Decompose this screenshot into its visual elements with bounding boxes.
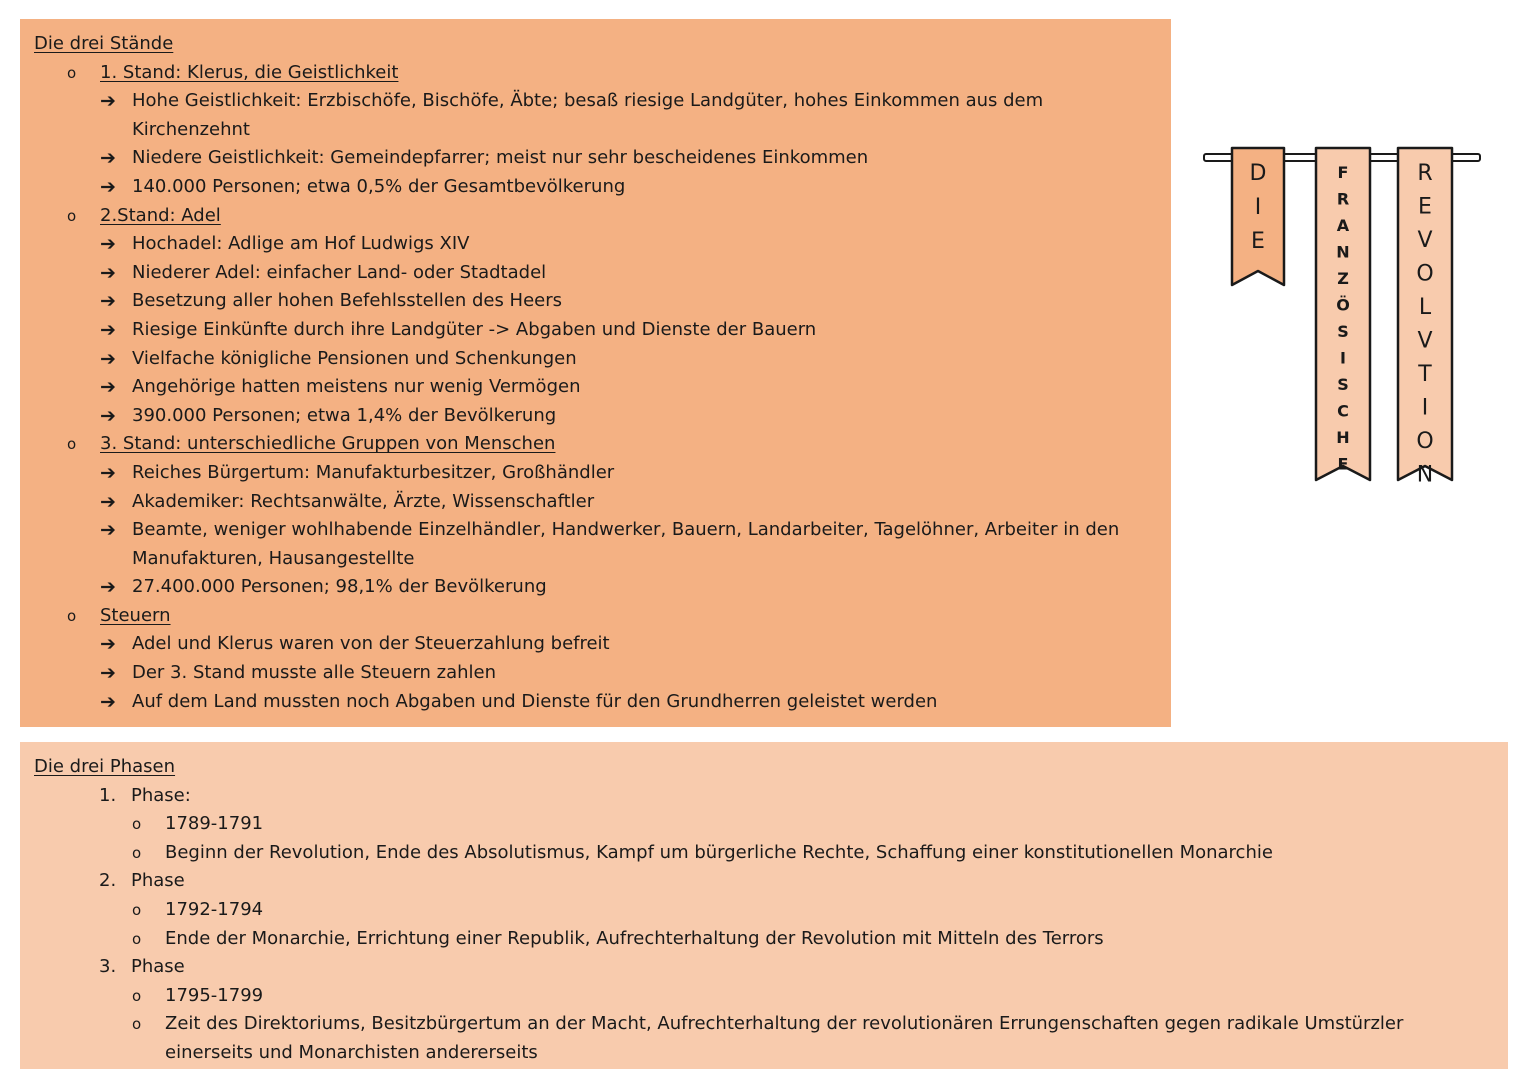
- arrow-icon: ➔: [100, 147, 116, 170]
- circle-bullet: o: [67, 435, 77, 454]
- banner-letter: N: [1336, 242, 1350, 262]
- banner-letter: S: [1337, 322, 1349, 341]
- banner-letter: N: [1416, 462, 1434, 488]
- stand-heading-row: [34, 430, 1157, 459]
- stand-item: [34, 688, 1157, 717]
- stand-heading: 1. Stand: Klerus, die Geistlichkeit: [100, 61, 399, 83]
- stande-section: [20, 19, 1171, 727]
- arrow-icon: ➔: [100, 290, 116, 313]
- phase-detail-text: Ende der Monarchie, Errichtung einer Republik, Aufrechterhaltung der Revolution mit Mitteln des Terrors: [165, 927, 1104, 949]
- banner-letter: L: [1418, 295, 1432, 320]
- stand-item-text: Riesige Einkünfte durch ihre Landgüter -> Abgaben und Dienste der Bauern: [132, 318, 817, 340]
- phase-row: [34, 782, 1494, 811]
- banner-letter: H: [1336, 428, 1350, 447]
- arrow-icon: ➔: [100, 261, 116, 284]
- banner-letter: V: [1417, 328, 1433, 354]
- stand-item-text: Adel und Klerus waren von der Steuerzahlung befreit: [132, 633, 610, 655]
- arrow-icon: ➔: [100, 175, 116, 198]
- stand-item-text: Vielfache königliche Pensionen und Schenkungen: [132, 347, 577, 369]
- stand-item: [34, 144, 1157, 173]
- arrow-icon: ➔: [100, 404, 116, 427]
- stand-item-text: 140.000 Personen; etwa 0,5% der Gesamtbevölkerung: [132, 175, 626, 197]
- banner-letter: E: [1337, 454, 1349, 474]
- banner-letter: R: [1336, 189, 1350, 209]
- stand-item: [34, 659, 1157, 688]
- arrow-icon: ➔: [100, 461, 116, 484]
- stand-item: [34, 173, 1157, 202]
- banner-letter: C: [1337, 401, 1349, 421]
- phase-label: Phase: [131, 956, 185, 978]
- stand-item-continuation: Kirchenzehnt: [132, 118, 250, 140]
- phase-number: 1.: [99, 784, 117, 806]
- arrow-icon: ➔: [100, 519, 116, 542]
- stand-item: [34, 259, 1157, 288]
- stand-item-text: Hochadel: Adlige am Hof Ludwigs XIV: [132, 233, 470, 255]
- phasen-section: [20, 742, 1508, 1069]
- stand-item-continuation: Manufakturen, Hausangestellte: [132, 547, 415, 569]
- arrow-icon: ➔: [100, 318, 116, 341]
- circle-bullet: o: [67, 63, 77, 82]
- banner-letter: O: [1416, 261, 1434, 287]
- stand-item: [34, 630, 1157, 659]
- phase-label: Phase:: [131, 784, 191, 806]
- stande-title: Die drei Stände: [34, 33, 174, 54]
- stand-item-text: Beamte, weniger wohlhabende Einzelhändler, Handwerker, Bauern, Landarbeiter, Tagelöhner, Arbeiter in den: [132, 519, 1120, 541]
- stand-heading-row: [34, 602, 1157, 631]
- stand-item: [34, 87, 1157, 116]
- arrow-icon: ➔: [100, 90, 116, 113]
- circle-bullet: o: [132, 900, 142, 919]
- circle-bullet: o: [132, 986, 142, 1005]
- phase-detail: [34, 925, 1494, 954]
- circle-bullet: o: [67, 606, 77, 625]
- phasen-title: Die drei Phasen: [34, 756, 176, 777]
- arrow-icon: ➔: [100, 633, 116, 656]
- banner-letter: R: [1417, 161, 1433, 186]
- stand-item-text: Niedere Geistlichkeit: Gemeindepfarrer; meist nur sehr bescheidenes Einkommen: [132, 147, 869, 169]
- phase-detail: [34, 982, 1494, 1011]
- stand-item-text: Niederer Adel: einfacher Land- oder Stadtadel: [132, 261, 547, 283]
- stand-heading-row: [34, 202, 1157, 231]
- circle-bullet: o: [132, 1015, 142, 1034]
- banner-letter: E: [1418, 194, 1432, 220]
- phase-detail-text: 1795-1799: [165, 984, 264, 1006]
- stand-item-text: 390.000 Personen; etwa 1,4% der Bevölkerung: [132, 404, 557, 426]
- stand-item: [34, 230, 1157, 259]
- arrow-icon: ➔: [100, 376, 116, 399]
- circle-bullet: o: [132, 843, 142, 862]
- arrow-icon: ➔: [100, 233, 116, 256]
- arrow-icon: ➔: [100, 662, 116, 685]
- banner-letter: I: [1421, 395, 1429, 421]
- stand-item-text: Hohe Geistlichkeit: Erzbischöfe, Bischöfe, Äbte; besaß riesige Landgüter, hohes Einkommen aus dem: [132, 90, 1044, 112]
- phase-detail-text: Zeit des Direktoriums, Besitzbürgertum an der Macht, Aufrechterhaltung der revolutionären Errungenschaften gegen radikale Umstürzler: [165, 1013, 1404, 1035]
- arrow-icon: ➔: [100, 347, 116, 370]
- banner-letter: E: [1251, 229, 1265, 254]
- phase-detail-text: 1792-1794: [165, 898, 264, 920]
- arrow-icon: ➔: [100, 576, 116, 599]
- banner-letter: Z: [1337, 269, 1349, 288]
- stand-item-text: Besetzung aller hohen Befehlsstellen des Heers: [132, 290, 563, 312]
- banner-letter: Ö: [1336, 295, 1350, 315]
- phase-detail: [34, 896, 1494, 925]
- stand-item: [34, 287, 1157, 316]
- stand-item: [34, 488, 1157, 517]
- revolution-banners-illustration: [1200, 140, 1490, 490]
- phase-detail-text: Beginn der Revolution, Ende des Absolutismus, Kampf um bürgerliche Rechte, Schaffung einer konstitutionellen Monarchie: [165, 841, 1273, 863]
- banner-letter: O: [1416, 429, 1434, 454]
- phasen-list: [34, 782, 1494, 1068]
- phase-label: Phase: [131, 870, 185, 892]
- stand-heading: Steuern: [100, 604, 171, 626]
- stand-item: [34, 573, 1157, 602]
- phase-detail: [34, 810, 1494, 839]
- stand-item: [34, 516, 1157, 545]
- stand-item: [34, 402, 1157, 431]
- phase-number: 2.: [99, 870, 117, 892]
- phase-row: [34, 867, 1494, 896]
- banner-letter: I: [1340, 348, 1346, 368]
- arrow-icon: ➔: [100, 690, 116, 713]
- stand-item-text: Reiches Bürgertum: Manufakturbesitzer, Großhändler: [132, 461, 615, 483]
- stand-item-text: Der 3. Stand musste alle Steuern zahlen: [132, 662, 497, 684]
- circle-bullet: o: [132, 815, 142, 834]
- stand-item: [34, 345, 1157, 374]
- banner-letter: I: [1254, 195, 1262, 220]
- phase-number: 3.: [99, 956, 117, 978]
- stand-heading: 2.Stand: Adel: [100, 204, 221, 226]
- phase-detail: [34, 839, 1494, 868]
- phase-row: [34, 953, 1494, 982]
- stand-item: [34, 373, 1157, 402]
- banner-letter: S: [1337, 375, 1349, 394]
- phase-detail: [34, 1010, 1494, 1039]
- arrow-icon: ➔: [100, 490, 116, 513]
- phase-detail-continuation: einerseits und Monarchisten andererseits: [165, 1041, 538, 1063]
- stand-item-text: 27.400.000 Personen; 98,1% der Bevölkerung: [132, 576, 547, 598]
- stand-item-text: Angehörige hatten meistens nur wenig Vermögen: [132, 376, 581, 398]
- banner-letter: F: [1337, 163, 1349, 182]
- circle-bullet: o: [132, 929, 142, 948]
- stand-item: [34, 459, 1157, 488]
- banner-letter: D: [1249, 161, 1267, 186]
- circle-bullet: o: [67, 206, 77, 225]
- stand-item-text: Auf dem Land mussten noch Abgaben und Dienste für den Grundherren geleistet werden: [132, 690, 938, 712]
- phase-detail-text: 1789-1791: [165, 813, 264, 835]
- banner-letter: V: [1417, 228, 1433, 253]
- stand-heading-row: [34, 59, 1157, 88]
- banner-letter: A: [1336, 216, 1350, 235]
- stand-heading: 3. Stand: unterschiedliche Gruppen von Menschen: [100, 433, 556, 455]
- stand-item: [34, 316, 1157, 345]
- stande-list: [34, 59, 1157, 717]
- stand-item-text: Akademiker: Rechtsanwälte, Ärzte, Wissenschaftler: [132, 490, 595, 512]
- banner-letter: T: [1418, 362, 1432, 387]
